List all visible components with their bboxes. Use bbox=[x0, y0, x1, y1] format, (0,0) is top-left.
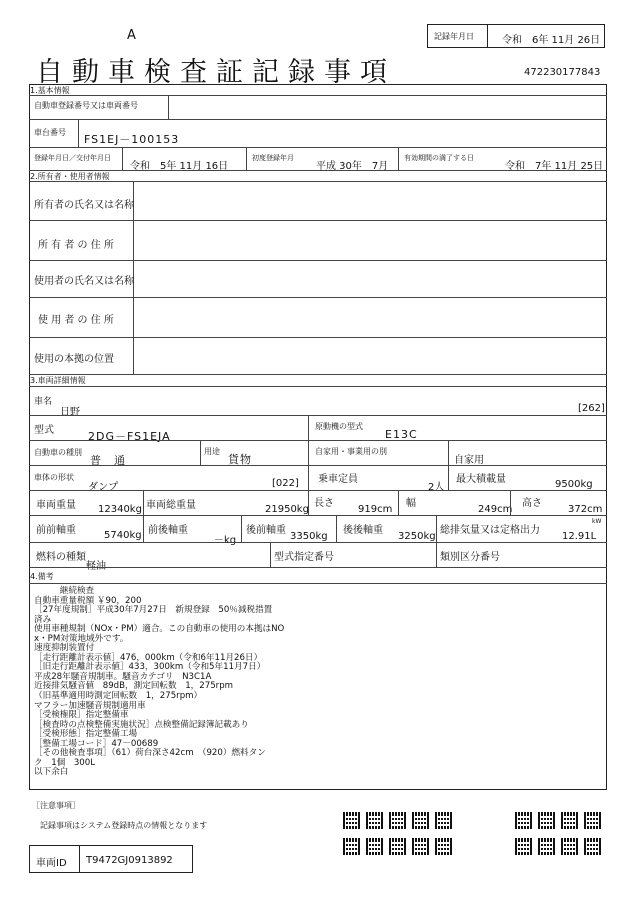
remark-line: ［走行距離計表示値］476，000km（令和6年11月26日） bbox=[34, 652, 263, 663]
record-date-label: 記録年月日 bbox=[434, 32, 474, 41]
divider bbox=[29, 374, 607, 375]
qr-code bbox=[538, 812, 555, 829]
user-name-label: 使用者の氏名又は名称 bbox=[34, 276, 134, 287]
qr-code bbox=[412, 838, 429, 855]
kind-label: 自動車の種別 bbox=[34, 448, 82, 457]
remark-line: 近接排気騒音値 89dB，測定回転数 1，275rpm bbox=[34, 681, 234, 692]
user-address-label: 使 用 者 の 住 所 bbox=[38, 315, 114, 326]
private-label: 自家用・事業用の別 bbox=[315, 447, 387, 456]
qr-code bbox=[561, 812, 578, 829]
divider bbox=[29, 260, 607, 261]
max-load: 9500kg bbox=[555, 479, 593, 490]
remark-line: ク 1個 300L bbox=[34, 757, 96, 768]
remark-line: マフラー加速騒音規制適用車 bbox=[34, 700, 146, 711]
divider bbox=[29, 297, 607, 298]
model-label: 型式 bbox=[34, 425, 54, 436]
engine-label: 原動機の型式 bbox=[315, 422, 363, 431]
remark-line: ［27年度規制］平成30年7月27日 新規登録 50％減税措置 bbox=[34, 605, 273, 616]
rf-axle-label: 後前軸重 bbox=[246, 525, 286, 536]
divider bbox=[29, 440, 607, 441]
divider bbox=[29, 147, 607, 148]
section4-title: 4.備考 bbox=[30, 572, 54, 581]
divider bbox=[29, 415, 607, 416]
ff-axle-label: 前前軸重 bbox=[36, 525, 76, 536]
remark-line: （旧基準適用時測定回転数 1，275rpm） bbox=[34, 691, 203, 702]
divider bbox=[29, 181, 607, 182]
fr-axle: －kg bbox=[214, 535, 237, 546]
qr-code bbox=[435, 812, 452, 829]
maker-code: [262] bbox=[578, 403, 605, 414]
approval-label: 型式指定番号 bbox=[274, 552, 334, 563]
remark-line: 使用車種規制（NOx・PM）適合。この自動車の使用の本拠はNO bbox=[34, 624, 285, 635]
divider bbox=[246, 147, 247, 170]
reg-date-label: 登録年月日／交付年月日 bbox=[34, 154, 111, 162]
remark-line: 平成28年騒音規制車。騒音カテゴリ N3C1A bbox=[34, 671, 212, 682]
qr-code bbox=[584, 812, 601, 829]
notice-title: ［注意事項］ bbox=[32, 801, 80, 810]
divider bbox=[29, 567, 607, 568]
rr-axle: 3250kg bbox=[398, 531, 436, 542]
section3-title: 3.車両詳細情報 bbox=[30, 376, 86, 385]
divider bbox=[241, 515, 242, 542]
ff-axle: 5740kg bbox=[104, 530, 142, 541]
category-label: 類別区分番号 bbox=[440, 552, 500, 563]
divider bbox=[308, 440, 309, 465]
rf-axle: 3350kg bbox=[290, 531, 328, 542]
qr-code bbox=[366, 838, 383, 855]
qr-code bbox=[584, 838, 601, 855]
engine: E13C bbox=[385, 428, 418, 441]
remark-line: x・PM対策地域外です。 bbox=[34, 633, 129, 644]
model: 2DG－FS1EJA bbox=[88, 430, 171, 443]
qr-code bbox=[389, 812, 406, 829]
document-number: 472230177843 bbox=[524, 67, 601, 78]
weight: 12340kg bbox=[98, 504, 142, 515]
qr-code bbox=[366, 812, 383, 829]
divider bbox=[29, 95, 607, 96]
remark-line: ［その他検査事項］（61）荷台深さ42cm （920）燃料タン bbox=[34, 748, 266, 759]
divider bbox=[143, 490, 144, 515]
divider bbox=[29, 583, 607, 584]
divider bbox=[29, 465, 607, 466]
shape-code: [022] bbox=[272, 478, 299, 489]
displacement: 12.91L bbox=[562, 531, 597, 542]
qr-code bbox=[389, 838, 406, 855]
remark-line: 継続検査 bbox=[34, 586, 95, 596]
page-title: 自動車検査証記録事項 bbox=[36, 57, 396, 88]
first-reg-label: 初度登録年月 bbox=[252, 154, 294, 162]
divider bbox=[29, 515, 607, 516]
displacement-label: 総排気量又は定格出力 bbox=[440, 525, 540, 536]
owner-name-label: 所有者の氏名又は名称 bbox=[34, 200, 134, 211]
body-shape: ダンプ bbox=[88, 482, 119, 493]
divider bbox=[168, 95, 169, 119]
divider bbox=[29, 337, 607, 338]
divider bbox=[29, 542, 607, 543]
weight-label: 車両重量 bbox=[36, 500, 76, 511]
divider bbox=[200, 440, 201, 465]
owner-address-label: 所 有 者 の 住 所 bbox=[38, 240, 114, 251]
qr-code bbox=[343, 838, 360, 855]
divider bbox=[143, 515, 144, 542]
remark-line: ［整備工場コード］47－00689 bbox=[34, 738, 159, 749]
divider bbox=[308, 490, 309, 515]
remark-line: ［受検形態］指定整備工場 bbox=[34, 729, 138, 740]
remark-line: 済み bbox=[34, 614, 52, 625]
use: 貨物 bbox=[228, 453, 252, 466]
remark-line: ［旧走行距離計表示値］433，300km（令和5年11月7日） bbox=[34, 662, 266, 673]
rr-axle-label: 後後軸重 bbox=[343, 525, 383, 536]
qr-code bbox=[515, 838, 532, 855]
width-label: 幅 bbox=[406, 498, 416, 509]
qr-code bbox=[538, 838, 555, 855]
remark-line: 以下余白 bbox=[34, 767, 69, 778]
qr-code bbox=[515, 812, 532, 829]
chassis-number: FS1EJ－100153 bbox=[84, 133, 180, 146]
length-label: 長さ bbox=[314, 498, 334, 509]
remark-line: 速度抑制装置付 bbox=[34, 643, 95, 654]
section2-title: 2.所有者・使用者情報 bbox=[30, 172, 110, 181]
gross-label: 車両総重量 bbox=[146, 500, 196, 511]
vehicle-id: T9472GJ0913892 bbox=[86, 855, 173, 866]
fuel: 軽油 bbox=[86, 561, 106, 572]
divider bbox=[336, 515, 337, 542]
divider bbox=[29, 490, 607, 491]
first-reg: 平成 30年 7月 bbox=[316, 161, 389, 172]
remark-line: ［受検権限］指定整備車 bbox=[34, 710, 129, 721]
maker-label: 車名 bbox=[34, 397, 53, 407]
maxload-label: 最大積載量 bbox=[456, 474, 506, 485]
base-location-label: 使用の本拠の位置 bbox=[34, 354, 114, 365]
divider bbox=[448, 465, 449, 490]
record-date-box bbox=[487, 24, 605, 48]
divider bbox=[510, 490, 511, 515]
qr-code bbox=[343, 812, 360, 829]
capacity-label: 乗車定員 bbox=[318, 474, 358, 485]
divider bbox=[308, 465, 309, 490]
vehicle-id-box bbox=[79, 845, 193, 873]
divider bbox=[29, 386, 607, 387]
capacity: 2人 bbox=[428, 482, 445, 493]
height-label: 高さ bbox=[522, 498, 542, 509]
divider bbox=[398, 147, 399, 170]
length: 919cm bbox=[358, 504, 393, 515]
notice-text: 記録事項はシステム登録時点の情報となります bbox=[40, 821, 208, 830]
qr-code bbox=[561, 838, 578, 855]
displacement-unit: kW bbox=[592, 518, 602, 525]
vehicle-id-label-box bbox=[29, 845, 80, 873]
width: 249cm bbox=[478, 504, 513, 515]
divider bbox=[398, 490, 399, 515]
divider bbox=[29, 170, 607, 171]
fr-axle-label: 前後軸重 bbox=[148, 525, 188, 536]
divider bbox=[78, 119, 79, 147]
divider bbox=[448, 440, 449, 465]
chassis-label: 車台番号 bbox=[34, 128, 66, 137]
remark-line: 自動車重量税額 ￥90，200 bbox=[34, 595, 142, 606]
height: 372cm bbox=[568, 504, 603, 515]
fuel-label: 燃料の種類 bbox=[36, 552, 86, 563]
use-label: 用途 bbox=[204, 447, 220, 456]
remark-line: ［検査時の点検整備実施状況］点検整備記録簿記載あり bbox=[34, 719, 249, 730]
expiry-label: 有効期間の満了する日 bbox=[404, 154, 474, 162]
divider bbox=[308, 415, 309, 440]
divider bbox=[29, 220, 607, 221]
gross-weight: 21950kg bbox=[265, 504, 309, 515]
expiry-date: 令和 7年 11月 25日 bbox=[505, 161, 604, 172]
private: 自家用 bbox=[454, 455, 484, 466]
record-date: 令和 6年 11月 26日 bbox=[502, 35, 601, 46]
reg-date: 令和 5年 11月 16日 bbox=[130, 161, 229, 172]
qr-code bbox=[435, 838, 452, 855]
divider bbox=[436, 515, 437, 542]
vehicle-kind: 普 通 bbox=[90, 454, 126, 467]
header-letter: A bbox=[127, 28, 136, 43]
vehicle-id-label: 車両ID bbox=[36, 858, 67, 869]
divider bbox=[436, 542, 437, 567]
shape-label: 車体の形状 bbox=[34, 473, 74, 482]
divider bbox=[122, 147, 123, 170]
divider bbox=[270, 542, 271, 567]
section1-title: 1.基本情報 bbox=[30, 86, 70, 95]
qr-code bbox=[412, 812, 429, 829]
divider bbox=[29, 119, 607, 120]
maker: 日野 bbox=[60, 407, 80, 418]
remarks bbox=[34, 587, 394, 778]
record-date-label-box bbox=[427, 24, 488, 48]
reg-label: 自動車登録番号又は車両番号 bbox=[34, 101, 138, 110]
